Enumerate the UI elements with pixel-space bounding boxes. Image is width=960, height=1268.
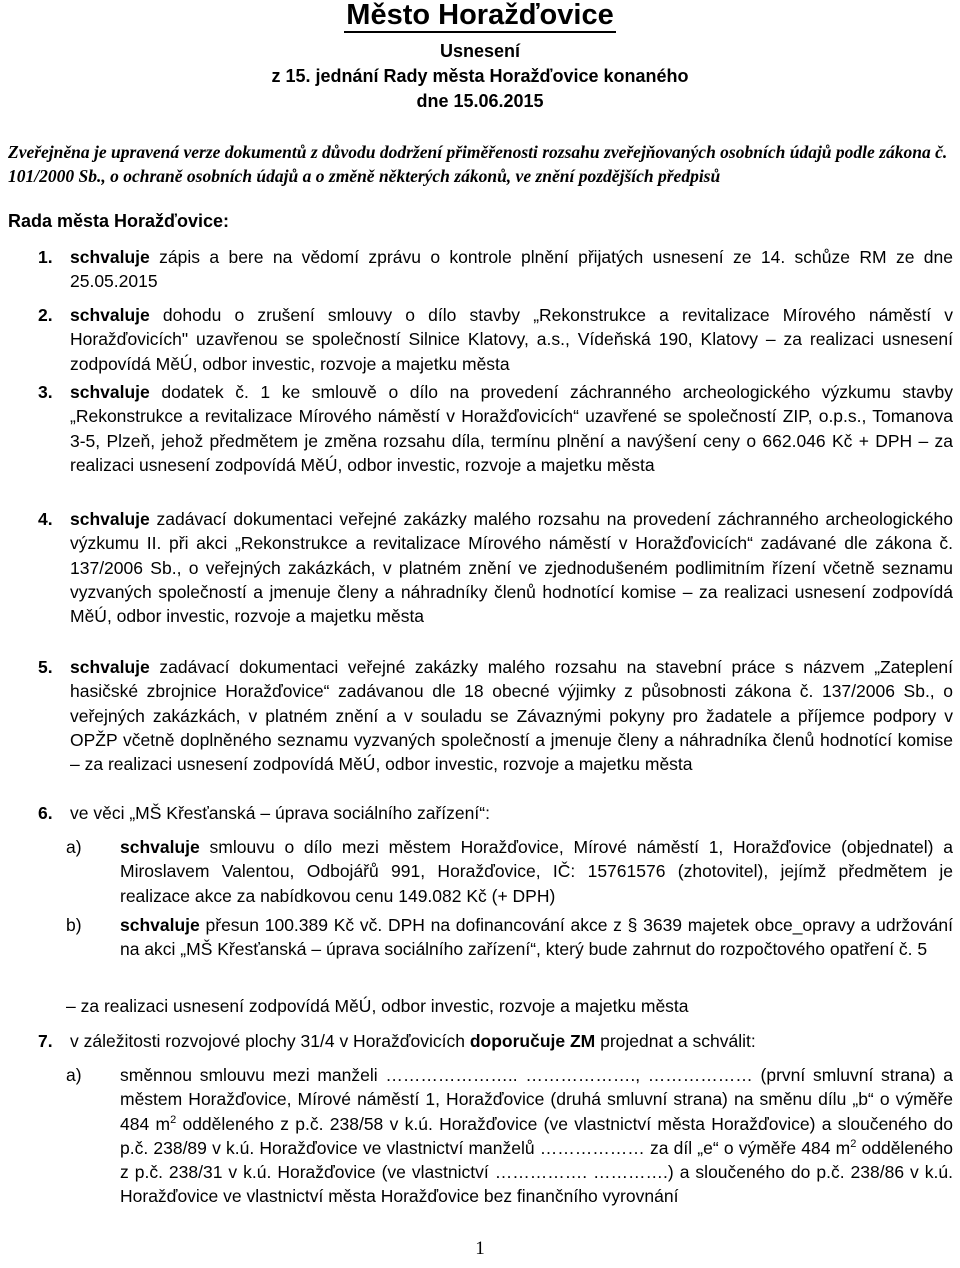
resolution-item-7 <box>38 1029 953 1053</box>
subitem-text: smlouvu o dílo mezi městem Horažďovice, Mírové náměstí 1, Horažďovice (objednatel) a Miroslavem Valentou, Odbojářů 991, Horažďovice, IČ: 15761576 (zhotovitel), jejímž předmětem je realizace akce za nabídkovou cenu 149.082 Kč (+ DPH) <box>120 837 953 906</box>
item-text: ve věci „MŠ Křesťanská – úprava sociálního zařízení“: <box>70 803 490 823</box>
item-number: 6. <box>38 803 53 823</box>
superscript: 2 <box>850 1137 857 1150</box>
item-verb: schvaluje <box>70 382 150 402</box>
item-verb: doporučuje ZM <box>469 1031 596 1051</box>
item-text: dohodu o zrušení smlouvy o dílo stavby „Rekonstrukce a revitalizace Mírového náměstí v Horažďovicích" uzavřenou se společností Silnice Klatovy, a.s., Vídeňská 190, Klatovy – za realizaci usnesení zodpovídá MěÚ, odbor investic, rozvoje a majetku města <box>70 305 953 374</box>
item-number: 4. <box>38 509 53 529</box>
publication-note: Zveřejněna je upravená verze dokumentů z důvodu dodržení přiměřenosti rozsahu zveřejňovaných osobních údajů podle zákona č. 101/2000 Sb., o ochraně osobních údajů a o změně některých zákonů, ve znění pozdějších předpisů <box>8 142 948 186</box>
item-verb: schvaluje <box>120 837 200 857</box>
resolution-item-6 <box>38 801 953 825</box>
item-6-subitem-b <box>66 913 953 962</box>
item-text: dodatek č. 1 ke smlouvě o dílo na provedení záchranného archeologického výzkumu stavby „Rekonstrukce a revitalizace Mírového náměstí v Horažďovicích“ uzavřené se společností ZIP, o.p.s., Tomanova 3-5, Plzeň, jehož předmětem je změna rozsahu díla, termínu plnění a navýšení ceny o 662.046 Kč + DPH – za realizaci usnesení zodpovídá MěÚ, odbor investic, rozvoje a majetku města <box>70 382 953 475</box>
item-verb: schvaluje <box>70 305 150 325</box>
item-6-closing: – za realizaci usnesení zodpovídá MěÚ, odbor investic, rozvoje a majetku města <box>66 996 689 1016</box>
subitem-text-part3: odděleného z p.č. 238/31 v k.ú. Horažďovice (ve vlastnictví ……………. ………….) a sloučeného do p.č. 238/86 v k.ú. Horažďovice ve vlastnictví města Horažďovice bez finančního vyrovnání <box>120 1137 953 1207</box>
subitem-label: a) <box>66 1065 82 1085</box>
item-text: v záležitosti rozvojové plochy 31/4 v Horažďovicích <box>70 1031 470 1051</box>
superscript: 2 <box>170 1113 177 1126</box>
item-number: 1. <box>38 247 53 267</box>
item-number: 3. <box>38 382 53 402</box>
subitem-text: přesun 100.389 Kč vč. DPH na dofinancování akce z § 3639 majetek obce_opravy a udržování na akci „MŠ Křesťanská – úprava sociálního zařízení“, který bude zahrnut do rozpočtového opatření č. 5 <box>120 915 953 960</box>
subitem-text-part1: směnnou smlouvu mezi manželi ………………….. ………………., ……………… (první smluvní strana) a městem Horažďovice, Mírové náměstí 1, Horažďovice (druhá smluvní strana) na směnu dílu „b“ o výměře 484 m <box>120 1065 953 1134</box>
subitem-label: b) <box>66 915 82 935</box>
item-verb: schvaluje <box>120 915 200 935</box>
subitem-label: a) <box>66 837 82 857</box>
document-title: Město Horažďovice <box>346 0 614 31</box>
resolution-item-5 <box>38 655 953 776</box>
resolution-item-3 <box>38 380 953 477</box>
resolution-item-1 <box>38 245 953 294</box>
item-number: 5. <box>38 657 53 677</box>
meeting-date: dne 15.06.2015 <box>416 91 544 111</box>
item-7-subitem-a <box>66 1063 953 1209</box>
subitem-text-part2: odděleného z p.č. 238/58 v k.ú. Horažďovice (ve vlastnictví města Horažďovice) a sloučeného do p.č. 238/89 v k.ú. Horažďovice ve vlastnictví manželů ……………… za díl „e“ o výměře 484 m <box>120 1113 953 1158</box>
item-verb: schvaluje <box>70 509 150 529</box>
item-text: zadávací dokumentaci veřejné zakázky malého rozsahu na stavební práce s názvem „Zateplení hasičské zbrojnice Horažďovice“ zadávanou dle 18 obecné výjimky z působnosti zákona č. 137/2006 Sb., o veřejných zakázkách, v platném znění a v souladu se Závaznými pokyny pro žadatele a příjemce podpory v OPŽP včetně doplněného seznamu vyzvaných společností a jmenuje členy a náhradníka členů hodnotící komise – za realizaci usnesení zodpovídá MěÚ, odbor investic, rozvoje a majetku města <box>70 657 953 775</box>
item-number: 2. <box>38 305 53 325</box>
item-verb: schvaluje <box>70 657 150 677</box>
item-text: zápis a bere na vědomí zprávu o kontrole plnění přijatých usnesení ze 14. schůze RM ze dne 25.05.2015 <box>70 247 953 292</box>
item-number: 7. <box>38 1031 53 1051</box>
item-verb: schvaluje <box>70 247 150 267</box>
council-heading: Rada města Horažďovice: <box>8 211 230 231</box>
resolution-heading: Usnesení <box>439 41 521 61</box>
resolution-item-4 <box>38 507 953 628</box>
resolution-item-2 <box>38 303 953 376</box>
item-text-end: projednat a schválit: <box>595 1031 756 1051</box>
item-text: zadávací dokumentaci veřejné zakázky malého rozsahu na provedení záchranného archeologického výzkumu II. při akci „Rekonstrukce a revitalizace Mírového náměstí v Horažďovicích“ zadávané dle zákona č. 137/2006 Sb., o veřejných zakázkách, v platném znění ve zjednodušeném podlimitním řízení včetně seznamu vyzvaných společností a jmenuje členy a náhradníky členů hodnotící komise – za realizaci usnesení zodpovídá MěÚ, odbor investic, rozvoje a majetku města <box>70 509 953 627</box>
meeting-line: z 15. jednání Rady města Horažďovice konaného <box>271 66 689 86</box>
page-number: 1 <box>475 1238 485 1259</box>
item-6-subitem-a <box>66 835 953 908</box>
